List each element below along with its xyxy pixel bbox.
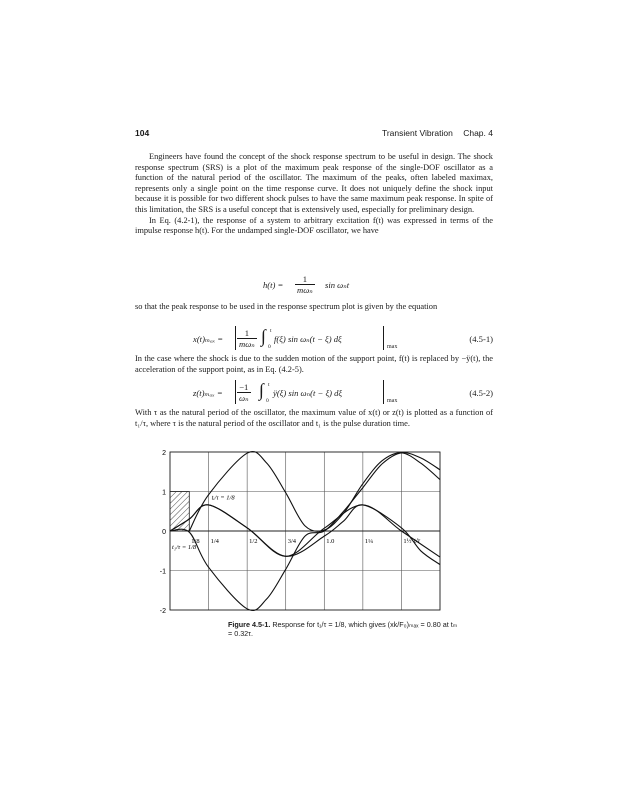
section-title: Transient Vibration xyxy=(381,128,453,138)
y-tick-label: -2 xyxy=(159,608,166,615)
y-tick-label: 1 xyxy=(162,489,166,497)
equation-2-denominator: ωₙ xyxy=(239,393,249,403)
paragraph-1: Engineers have found the concept of the shock response spectrum to be useful in design. The shock response spectrum (SRS) is a plot of the maximum peak response of the single-DOF oscillator as a function of the natural period of the oscillator. The maximum of the peaks, often labeled maximax, represents only a single point on the time response curve. It does not uniquely define the shock input because it is possible for two different shock pulses to have the same maximum peak response. In spite of this limitation, the SRS is a useful concept that is extensively used, especially for preliminary design. xyxy=(135,152,493,214)
figure-caption-text: Response for t₁/τ = 1/8, which gives (xk/F₀)ₘₐₓ = 0.80 at tₘ = 0.32τ. xyxy=(228,620,458,638)
integral-sign: ∫ xyxy=(261,326,266,346)
equation-1-lhs: x(t)ₘₐₓ = xyxy=(193,334,224,344)
x-tick-label: 1½ xyxy=(403,538,412,545)
y-tick-label: -1 xyxy=(159,568,166,576)
x-tick-label: 1¼ xyxy=(364,538,373,545)
integral-upper-limit: t xyxy=(270,328,272,334)
x-tick-label: 1/2 xyxy=(249,538,258,545)
x-tick-label: 3/4 xyxy=(287,538,297,545)
annotation-ti-tau: tᵢ/τ = 1/8 xyxy=(211,494,235,502)
x-tick-label: 1/4 xyxy=(210,538,219,545)
equation-1-max-subscript: max xyxy=(387,344,398,350)
integral-lower-limit: 0 xyxy=(268,344,271,350)
equation-2-integrand: ÿ(ξ) sin ωₙ(t − ξ) dξ xyxy=(273,388,343,398)
chart-axes xyxy=(170,452,440,610)
series-line-2 xyxy=(170,453,440,611)
figure-label: Figure 4.5-1. xyxy=(228,620,271,629)
equation-1-integrand: f(ξ) sin ωₙ(t − ξ) dξ xyxy=(274,334,342,344)
equation-1-denominator: mωₙ xyxy=(239,339,255,349)
equation-2-max-subscript: max xyxy=(387,398,398,404)
equation-h-denominator: mωₙ xyxy=(297,285,313,295)
equation-2-lhs: z(t)ₘₐₓ = xyxy=(193,388,223,398)
equation-h-rhs: sin ωₙt xyxy=(325,280,350,290)
page-number: 104 xyxy=(135,128,150,138)
paragraph-4: In the case where the shock is due to the sudden motion of the support point, f(t) is replaced by −ÿ(t), the acceleration of the support point, as in Eq. (4.2-5). xyxy=(135,354,493,374)
annotation-t1-tau: t₁/τ = 1/8 xyxy=(172,543,197,551)
series-line-3 xyxy=(170,505,440,565)
y-tick-label: 0 xyxy=(162,529,166,536)
figure-caption xyxy=(228,620,458,638)
equation-1-numerator: 1 xyxy=(237,328,257,339)
y-tick-labels xyxy=(160,450,166,615)
integral-upper-limit: t xyxy=(268,382,270,388)
paragraph-3: so that the peak response to be used in the response spectrum plot is given by the equation xyxy=(135,302,438,311)
paragraph-2: In Eq. (4.2-1), the response of a system to arbitrary excitation f(t) was expressed in terms of the impulse response h(t). For the undamped single-DOF oscillator, we have xyxy=(135,215,493,236)
equation-1-number: (4.5-1) xyxy=(469,334,493,344)
x-tick-label: 1/8 xyxy=(191,538,200,545)
y-tick-label: 2 xyxy=(162,450,166,457)
equation-h-lhs: h(t) = xyxy=(263,280,284,290)
integral-lower-limit: 0 xyxy=(266,398,269,404)
chapter-label: Chap. 4 xyxy=(463,128,493,138)
equation-2-number: (4.5-2) xyxy=(469,388,493,398)
equation-2-numerator: −1 xyxy=(237,382,251,393)
x-axis-label: t/τ xyxy=(413,537,421,545)
integral-sign: ∫ xyxy=(259,380,264,400)
paragraph-5: With τ as the natural period of the oscillator, the maximum value of x(t) or z(t) is plotted as a function of t₁/τ, where τ is the natural period of the oscillator and t₁ is the pulse duration time. xyxy=(135,408,493,428)
chart-annotations xyxy=(172,494,421,550)
x-tick-label: 1.0 xyxy=(326,538,335,545)
equation-h-numerator: 1 xyxy=(295,274,315,285)
